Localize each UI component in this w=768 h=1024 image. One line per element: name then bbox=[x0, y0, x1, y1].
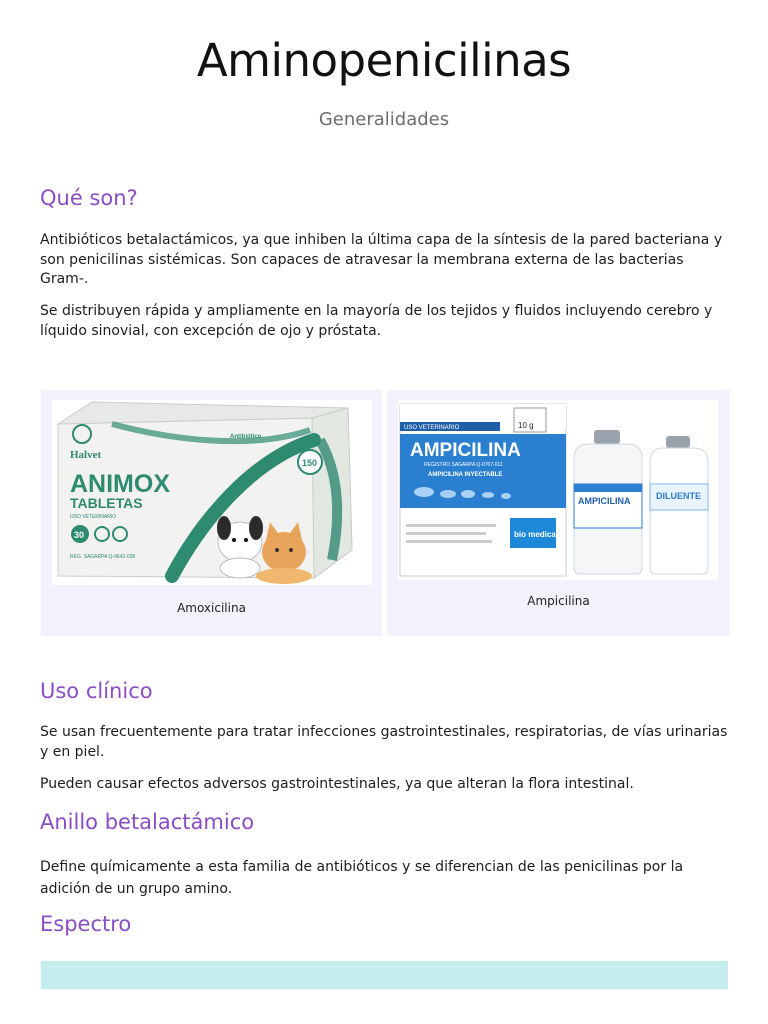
image-card-amoxicilina bbox=[41, 390, 382, 636]
paragraph: Define químicamente a esta familia de antibióticos y se diferencian de las penicilinas por la adición de un grupo amino. bbox=[40, 859, 684, 897]
bottle-ampicilina-label: AMPICILINA bbox=[578, 496, 631, 506]
page-subtitle: Generalidades bbox=[318, 109, 450, 130]
ampicilina-box-reg: REGISTRO SAGARPA Q-0707-011 bbox=[424, 462, 503, 468]
bottle-diluente-label: DILUENTE bbox=[656, 491, 701, 501]
ampicilina-box-sub: AMPICILINA INYECTABLE bbox=[428, 472, 503, 478]
ampicilina-box-weight: 10 g bbox=[518, 421, 534, 430]
ampicilina-photo bbox=[398, 400, 718, 580]
animox-reg: REG. SAGARPA Q-0642-038 bbox=[70, 554, 136, 560]
ampicilina-maker: bio medica bbox=[514, 530, 556, 539]
paragraph: Se usan frecuentemente para tratar infecciones gastrointestinales, respiratorias, de vías urinarias y en piel. bbox=[40, 724, 728, 760]
caption-ampicilina: Ampicilina bbox=[527, 594, 590, 608]
animox-side: Antibiótico bbox=[230, 434, 262, 440]
ampicilina-box-illustration bbox=[398, 400, 718, 580]
ampicilina-box-name: AMPICILINA bbox=[410, 440, 521, 461]
paragraph: Se distribuyen rápida y ampliamente en la mayoría de los tejidos y fluidos incluyendo cerebro y líquido sinovial, con excepción de ojo y próstata. bbox=[40, 303, 713, 339]
animox-count: 30 bbox=[74, 530, 85, 540]
paragraph: Antibióticos betalactámicos, ya que inhiben la última capa de la síntesis de la pared bacteriana y son penicilinas sistémicas. Son capaces de atravesar la membrana externa de las bacterias Gram-. bbox=[40, 232, 723, 287]
animox-brand: Halvet bbox=[70, 449, 102, 461]
section-heading-que-son: Qué son? bbox=[40, 186, 138, 210]
animox-dose: 150 bbox=[302, 458, 318, 468]
animox-use: USO VETERINARIO bbox=[70, 514, 117, 520]
section-heading-espectro: Espectro bbox=[40, 912, 132, 936]
amoxicilina-photo bbox=[52, 400, 372, 585]
paragraph: Pueden causar efectos adversos gastrointestinales, ya que alteran la flora intestinal. bbox=[40, 776, 634, 792]
animox-product: ANIMOX bbox=[70, 470, 170, 498]
section-heading-anillo-betalactamico: Anillo betalactámico bbox=[40, 810, 255, 834]
animox-box-illustration bbox=[52, 400, 372, 585]
image-card-ampicilina bbox=[387, 390, 730, 636]
page-title: Aminopenicilinas bbox=[196, 34, 572, 87]
ampicilina-box-top: USO VETERINARIO bbox=[404, 425, 460, 431]
animox-form: TABLETAS bbox=[70, 495, 143, 511]
section-heading-uso-clinico: Uso clínico bbox=[40, 679, 153, 703]
caption-amoxicilina: Amoxicilina bbox=[177, 601, 246, 615]
espectro-table-header bbox=[41, 961, 728, 989]
